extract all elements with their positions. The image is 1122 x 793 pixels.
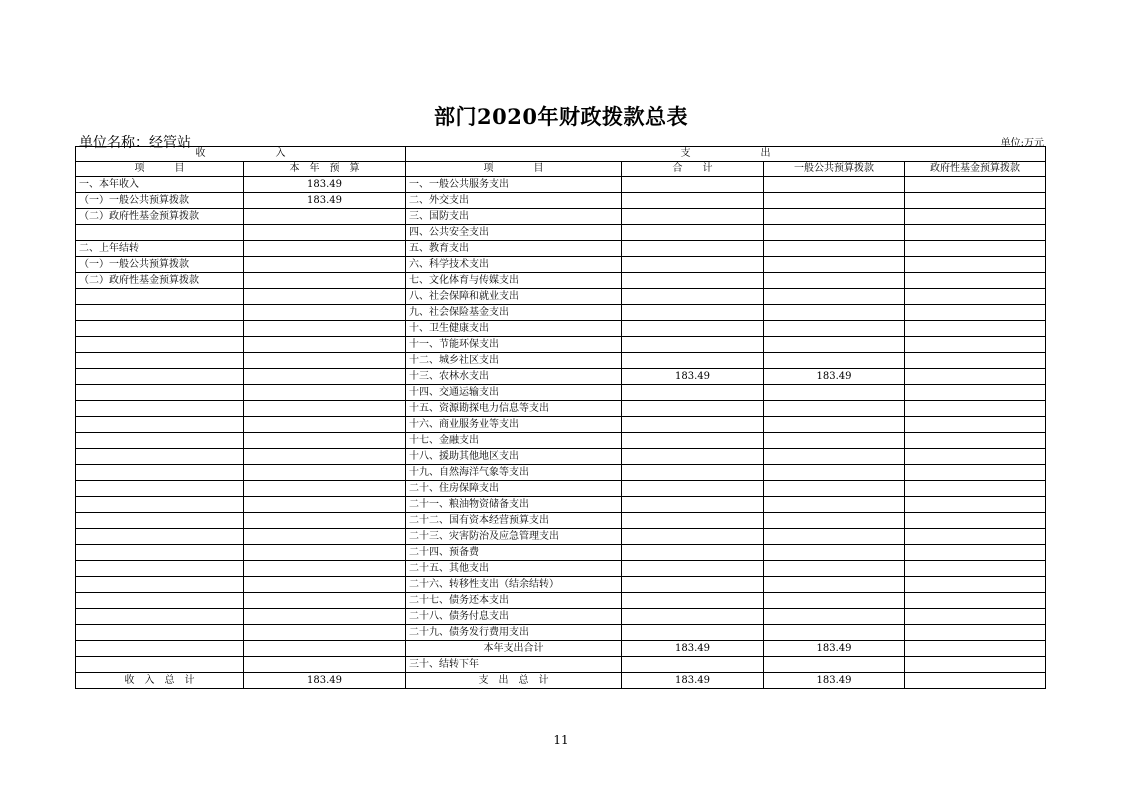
expense-total-cell: [622, 305, 764, 321]
general-budget-cell: [764, 321, 905, 337]
income-item-cell: [76, 289, 244, 305]
income-header: 收 入: [76, 147, 406, 162]
expense-item-cell: 七、文化体育与传媒支出: [406, 273, 622, 289]
expense-total-cell: [622, 513, 764, 529]
income-item-cell: [76, 417, 244, 433]
expense-total-cell: 183.49: [622, 641, 764, 657]
fund-budget-cell: [905, 385, 1046, 401]
fund-budget-cell: [905, 449, 1046, 465]
fund-budget-cell: [905, 225, 1046, 241]
income-budget-cell: 183.49: [244, 177, 406, 193]
income-item-cell: [76, 577, 244, 593]
table-row: [76, 369, 1046, 385]
income-budget-cell: [244, 465, 406, 481]
general-budget-cell: [764, 401, 905, 417]
fund-budget-cell: [905, 305, 1046, 321]
year-total-label: 本年支出合计: [406, 641, 622, 657]
general-budget-cell: [764, 193, 905, 209]
fund-budget-cell: [905, 241, 1046, 257]
income-item-cell: [76, 433, 244, 449]
income-budget-cell: [244, 481, 406, 497]
expense-total-cell: [622, 193, 764, 209]
income-budget-cell: [244, 417, 406, 433]
expense-total-cell: [622, 577, 764, 593]
income-budget-cell: [244, 385, 406, 401]
expense-total-label: 支 出 总 计: [406, 673, 622, 689]
table-row: [76, 625, 1046, 641]
expense-total-cell: [622, 625, 764, 641]
expense-total-cell: [622, 401, 764, 417]
table-row: [76, 497, 1046, 513]
income-budget-cell: [244, 593, 406, 609]
fund-budget-cell: [905, 369, 1046, 385]
table-row: [76, 353, 1046, 369]
table-row: [76, 561, 1046, 577]
income-item-cell: [76, 593, 244, 609]
table-row: [76, 289, 1046, 305]
general-budget-cell: [764, 225, 905, 241]
budget-header: 本 年 预 算: [244, 162, 406, 177]
table-row: [76, 545, 1046, 561]
table-row: [76, 177, 1046, 193]
table-row: [76, 257, 1046, 273]
fund-budget-cell: [905, 209, 1046, 225]
general-budget-cell: [764, 545, 905, 561]
income-item-cell: [76, 497, 244, 513]
expense-item-cell: 四、公共安全支出: [406, 225, 622, 241]
table-row: [76, 321, 1046, 337]
income-budget-cell: [244, 289, 406, 305]
page-title: 部门2020年财政拨款总表: [434, 104, 688, 129]
fund-budget-cell: [905, 561, 1046, 577]
income-item-cell: （一）一般公共预算拨款: [76, 193, 244, 209]
general-budget-cell: 183.49: [764, 641, 905, 657]
income-item-cell: （一）一般公共预算拨款: [76, 257, 244, 273]
table-row: [76, 433, 1046, 449]
carry-forward-label: 三十、结转下年: [406, 657, 622, 673]
general-budget-cell: [764, 241, 905, 257]
expense-item-cell: 十三、农林水支出: [406, 369, 622, 385]
expense-total-cell: [622, 417, 764, 433]
header-row-2: [76, 162, 1046, 177]
general-budget-cell: [764, 449, 905, 465]
expense-item-cell: 十六、商业服务业等支出: [406, 417, 622, 433]
income-budget-cell: [244, 561, 406, 577]
general-budget-cell: [764, 273, 905, 289]
income-budget-cell: [244, 433, 406, 449]
income-item-cell: [76, 609, 244, 625]
general-budget-cell: [764, 177, 905, 193]
general-budget-cell: [764, 481, 905, 497]
fund-budget-cell: [905, 353, 1046, 369]
expense-total-cell: [622, 337, 764, 353]
income-item-cell: [76, 529, 244, 545]
expense-item-cell: 十二、城乡社区支出: [406, 353, 622, 369]
income-item-cell: 二、上年结转: [76, 241, 244, 257]
expense-item-cell: 二十、住房保障支出: [406, 481, 622, 497]
page-number: 11: [553, 733, 569, 747]
income-item-cell: [76, 465, 244, 481]
table-row: [76, 193, 1046, 209]
table-row: [76, 273, 1046, 289]
general-budget-cell: [764, 609, 905, 625]
expense-total-cell: [622, 481, 764, 497]
general-budget-cell: [764, 353, 905, 369]
expense-total-cell: [622, 449, 764, 465]
income-budget-cell: [244, 513, 406, 529]
expense-grand-total: 183.49: [622, 673, 764, 689]
table-row: [76, 481, 1046, 497]
income-item-cell: [76, 641, 244, 657]
fund-budget-cell: [905, 417, 1046, 433]
expense-total-cell: [622, 289, 764, 305]
table-row: [76, 401, 1046, 417]
income-budget-cell: [244, 497, 406, 513]
expense-item-cell: 二十六、转移性支出（结余结转）: [406, 577, 622, 593]
income-item-cell: （二）政府性基金预算拨款: [76, 273, 244, 289]
income-item-cell: [76, 321, 244, 337]
expense-total-cell: [622, 385, 764, 401]
expense-total-cell: [622, 465, 764, 481]
expense-item-cell: 二十一、粮油物资储备支出: [406, 497, 622, 513]
income-item-cell: [76, 481, 244, 497]
income-budget-cell: [244, 577, 406, 593]
expense-total-cell: [622, 657, 764, 673]
total-header: 合 计: [622, 162, 764, 177]
fund-budget-cell: [905, 321, 1046, 337]
expense-total-cell: [622, 225, 764, 241]
fund-budget-cell: [905, 481, 1046, 497]
table-row: [76, 593, 1046, 609]
income-budget-cell: [244, 305, 406, 321]
income-item-cell: [76, 513, 244, 529]
income-item-cell: [76, 545, 244, 561]
table-row: [76, 449, 1046, 465]
table-row: [76, 577, 1046, 593]
fund-budget-cell: [905, 657, 1046, 673]
income-budget-cell: [244, 337, 406, 353]
income-budget-cell: [244, 641, 406, 657]
expense-item-cell: 二十八、债务付息支出: [406, 609, 622, 625]
fund-budget-cell: [905, 625, 1046, 641]
general-budget-cell: [764, 289, 905, 305]
appropriation-table: [75, 146, 1046, 689]
income-item-cell: [76, 385, 244, 401]
fund-budget-cell: [905, 401, 1046, 417]
income-item-cell: [76, 353, 244, 369]
general-budget-cell: [764, 593, 905, 609]
income-budget-cell: [244, 257, 406, 273]
income-item-cell: [76, 337, 244, 353]
income-total-label: 收 入 总 计: [76, 673, 244, 689]
general-budget-cell: [764, 209, 905, 225]
income-item-cell: [76, 369, 244, 385]
fund-budget-cell: [905, 465, 1046, 481]
income-budget-cell: [244, 545, 406, 561]
income-budget-cell: [244, 401, 406, 417]
unit-name: 单位名称：经管站: [79, 135, 191, 151]
expense-item-cell: 二十四、预备费: [406, 545, 622, 561]
expense-total-cell: [622, 529, 764, 545]
carry-forward-row: [76, 657, 1046, 673]
income-item-cell: [76, 449, 244, 465]
table-row: [76, 513, 1046, 529]
expense-total-cell: [622, 497, 764, 513]
expense-total-cell: [622, 177, 764, 193]
table-row: [76, 225, 1046, 241]
expense-item-cell: 二十二、国有资本经营预算支出: [406, 513, 622, 529]
fund-budget-cell: [905, 337, 1046, 353]
expense-item-cell: 三、国防支出: [406, 209, 622, 225]
general-budget-cell: [764, 657, 905, 673]
income-item-cell: [76, 225, 244, 241]
expense-total-cell: [622, 321, 764, 337]
expense-item-cell: 六、科学技术支出: [406, 257, 622, 273]
income-budget-cell: [244, 529, 406, 545]
fund-budget-cell: [905, 257, 1046, 273]
fund-budget-cell: [905, 193, 1046, 209]
expense-total-cell: [622, 561, 764, 577]
expense-total-cell: [622, 241, 764, 257]
expense-item-cell: 十四、交通运输支出: [406, 385, 622, 401]
general-budget-cell: [764, 625, 905, 641]
expense-item-cell: 十七、金融支出: [406, 433, 622, 449]
fund-budget-cell: [905, 433, 1046, 449]
expense-item-cell: 一、一般公共服务支出: [406, 177, 622, 193]
expense-item-cell: 二十三、灾害防治及应急管理支出: [406, 529, 622, 545]
income-budget-cell: [244, 209, 406, 225]
expense-total-cell: [622, 545, 764, 561]
unit-label: 单位:万元: [1000, 138, 1044, 149]
expense-item-cell: 五、教育支出: [406, 241, 622, 257]
fund-budget-cell: [905, 577, 1046, 593]
income-budget-cell: [244, 657, 406, 673]
fund-budget-cell: [905, 497, 1046, 513]
income-item-cell: [76, 305, 244, 321]
fund-budget-cell: [905, 545, 1046, 561]
income-item-cell: [76, 657, 244, 673]
table-row: [76, 241, 1046, 257]
income-budget-cell: [244, 321, 406, 337]
income-budget-cell: [244, 449, 406, 465]
table-row: [76, 209, 1046, 225]
fund-budget-cell: [905, 289, 1046, 305]
income-item-cell: [76, 625, 244, 641]
expense-item-cell: 十、卫生健康支出: [406, 321, 622, 337]
expense-total-cell: [622, 273, 764, 289]
general-budget-cell: [764, 513, 905, 529]
general-budget-cell: [764, 465, 905, 481]
fund-grand-total: [905, 673, 1046, 689]
general-budget-cell: [764, 385, 905, 401]
fund-budget-cell: [905, 273, 1046, 289]
fund-budget-cell: [905, 609, 1046, 625]
general-budget-cell: [764, 561, 905, 577]
table-row: [76, 609, 1046, 625]
general-budget-header: 一般公共预算拨款: [764, 162, 905, 177]
expense-total-cell: [622, 593, 764, 609]
income-item-cell: [76, 401, 244, 417]
general-budget-cell: 183.49: [764, 369, 905, 385]
expense-total-cell: [622, 257, 764, 273]
fund-budget-cell: [905, 529, 1046, 545]
income-total-value: 183.49: [244, 673, 406, 689]
expense-item-cell: 十五、资源勘探电力信息等支出: [406, 401, 622, 417]
year-total-row: [76, 641, 1046, 657]
general-budget-cell: [764, 577, 905, 593]
expense-item-cell: 二十七、债务还本支出: [406, 593, 622, 609]
income-item-header: 项 目: [76, 162, 244, 177]
general-budget-cell: [764, 529, 905, 545]
fund-budget-cell: [905, 641, 1046, 657]
general-grand-total: 183.49: [764, 673, 905, 689]
general-budget-cell: [764, 305, 905, 321]
expense-total-cell: [622, 609, 764, 625]
expense-item-cell: 二、外交支出: [406, 193, 622, 209]
expense-item-header: 项 目: [406, 162, 622, 177]
table-row: [76, 305, 1046, 321]
expense-total-cell: [622, 209, 764, 225]
income-item-cell: 一、本年收入: [76, 177, 244, 193]
general-budget-cell: [764, 417, 905, 433]
table-row: [76, 465, 1046, 481]
general-budget-cell: [764, 497, 905, 513]
expense-total-cell: 183.49: [622, 369, 764, 385]
income-item-cell: [76, 561, 244, 577]
expense-item-cell: 十八、援助其他地区支出: [406, 449, 622, 465]
income-budget-cell: [244, 369, 406, 385]
grand-total-row: [76, 673, 1046, 689]
expense-item-cell: 二十九、债务发行费用支出: [406, 625, 622, 641]
general-budget-cell: [764, 433, 905, 449]
table-row: [76, 529, 1046, 545]
fund-budget-header: 政府性基金预算拨款: [905, 162, 1046, 177]
expense-item-cell: 九、社会保险基金支出: [406, 305, 622, 321]
fund-budget-cell: [905, 593, 1046, 609]
fund-budget-cell: [905, 513, 1046, 529]
expense-total-cell: [622, 433, 764, 449]
expense-header: 支 出: [406, 147, 1046, 162]
income-budget-cell: [244, 353, 406, 369]
income-budget-cell: [244, 625, 406, 641]
general-budget-cell: [764, 257, 905, 273]
income-budget-cell: 183.49: [244, 193, 406, 209]
income-budget-cell: [244, 273, 406, 289]
general-budget-cell: [764, 337, 905, 353]
income-item-cell: （二）政府性基金预算拨款: [76, 209, 244, 225]
expense-item-cell: 八、社会保障和就业支出: [406, 289, 622, 305]
income-budget-cell: [244, 609, 406, 625]
table-row: [76, 337, 1046, 353]
expense-item-cell: 二十五、其他支出: [406, 561, 622, 577]
income-budget-cell: [244, 241, 406, 257]
expense-total-cell: [622, 353, 764, 369]
fund-budget-cell: [905, 177, 1046, 193]
table-row: [76, 417, 1046, 433]
expense-item-cell: 十一、节能环保支出: [406, 337, 622, 353]
expense-item-cell: 十九、自然海洋气象等支出: [406, 465, 622, 481]
table-row: [76, 385, 1046, 401]
header-row-1: [76, 147, 1046, 162]
income-budget-cell: [244, 225, 406, 241]
